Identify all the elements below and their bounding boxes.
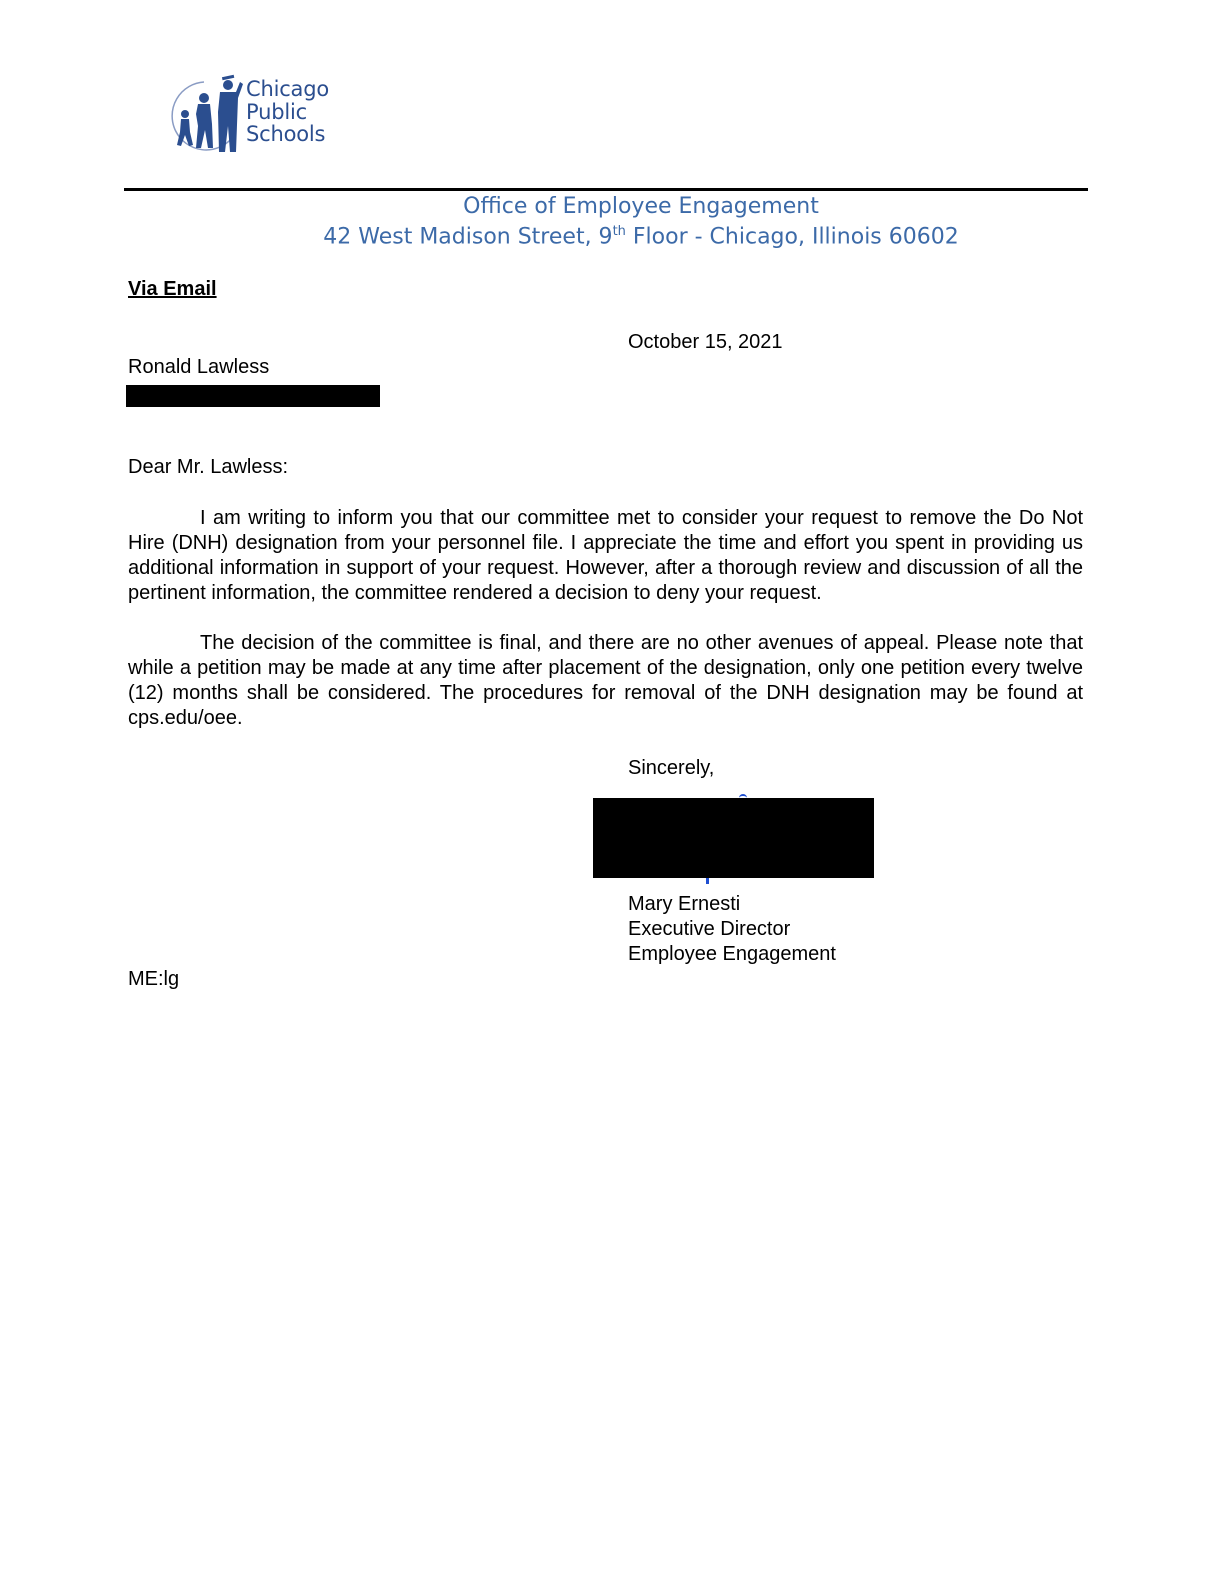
logo-wordmark: [246, 78, 329, 146]
office-address: [124, 224, 1158, 249]
logo-line-schools: Schools: [246, 122, 326, 146]
logo-line-public: Public: [246, 99, 307, 124]
body-paragraph-2: [128, 631, 1083, 731]
office-address-start: 42 West Madison Street, 9: [323, 224, 613, 250]
redacted-address-block: [126, 385, 380, 407]
recipient-name: Ronald Lawless: [128, 356, 270, 378]
salutation: Dear Mr. Lawless:: [128, 456, 289, 478]
reference-initials: ME:lg: [128, 968, 180, 990]
redacted-signature: [593, 798, 874, 878]
office-name: Office of Employee Engagement: [463, 194, 819, 219]
office-address-end: Floor - Chicago, Illinois 60602: [625, 224, 959, 250]
signer-department: Employee Engagement: [628, 943, 836, 965]
signer-name: Mary Ernesti: [628, 893, 741, 915]
office-address-ordinal: th: [612, 224, 626, 239]
logo-line-chicago: Chicago: [246, 77, 329, 101]
closing: Sincerely,: [628, 757, 715, 779]
chicago-public-schools-logo: [168, 68, 358, 158]
body-paragraph-2-text: The decision of the committee is final, and there are no other avenues of appeal. Please note that while a petition may be made at any time after placement of the designation, only one petition every twelve (12) months shall be considered. The procedures for removal of the DNH designation may be found at cps.edu/oee.: [128, 632, 1083, 729]
body-paragraph-1-text: I am writing to inform you that our committee met to consider your request to remove the Do Not Hire (DNH) designation from your personnel file. I appreciate the time and effort you spent in providing us additional information in support of your request. However, after a thorough review and discussion of all the pertinent information, the committee rendered a decision to deny your request.: [128, 507, 1083, 604]
logo-figures-icon: [168, 68, 248, 158]
signer-title: Executive Director: [628, 918, 791, 940]
delivery-method: Via Email: [128, 278, 217, 300]
body-paragraph-1: [128, 506, 1083, 606]
letter-date: October 15, 2021: [628, 331, 783, 353]
header-divider: [124, 188, 1088, 191]
